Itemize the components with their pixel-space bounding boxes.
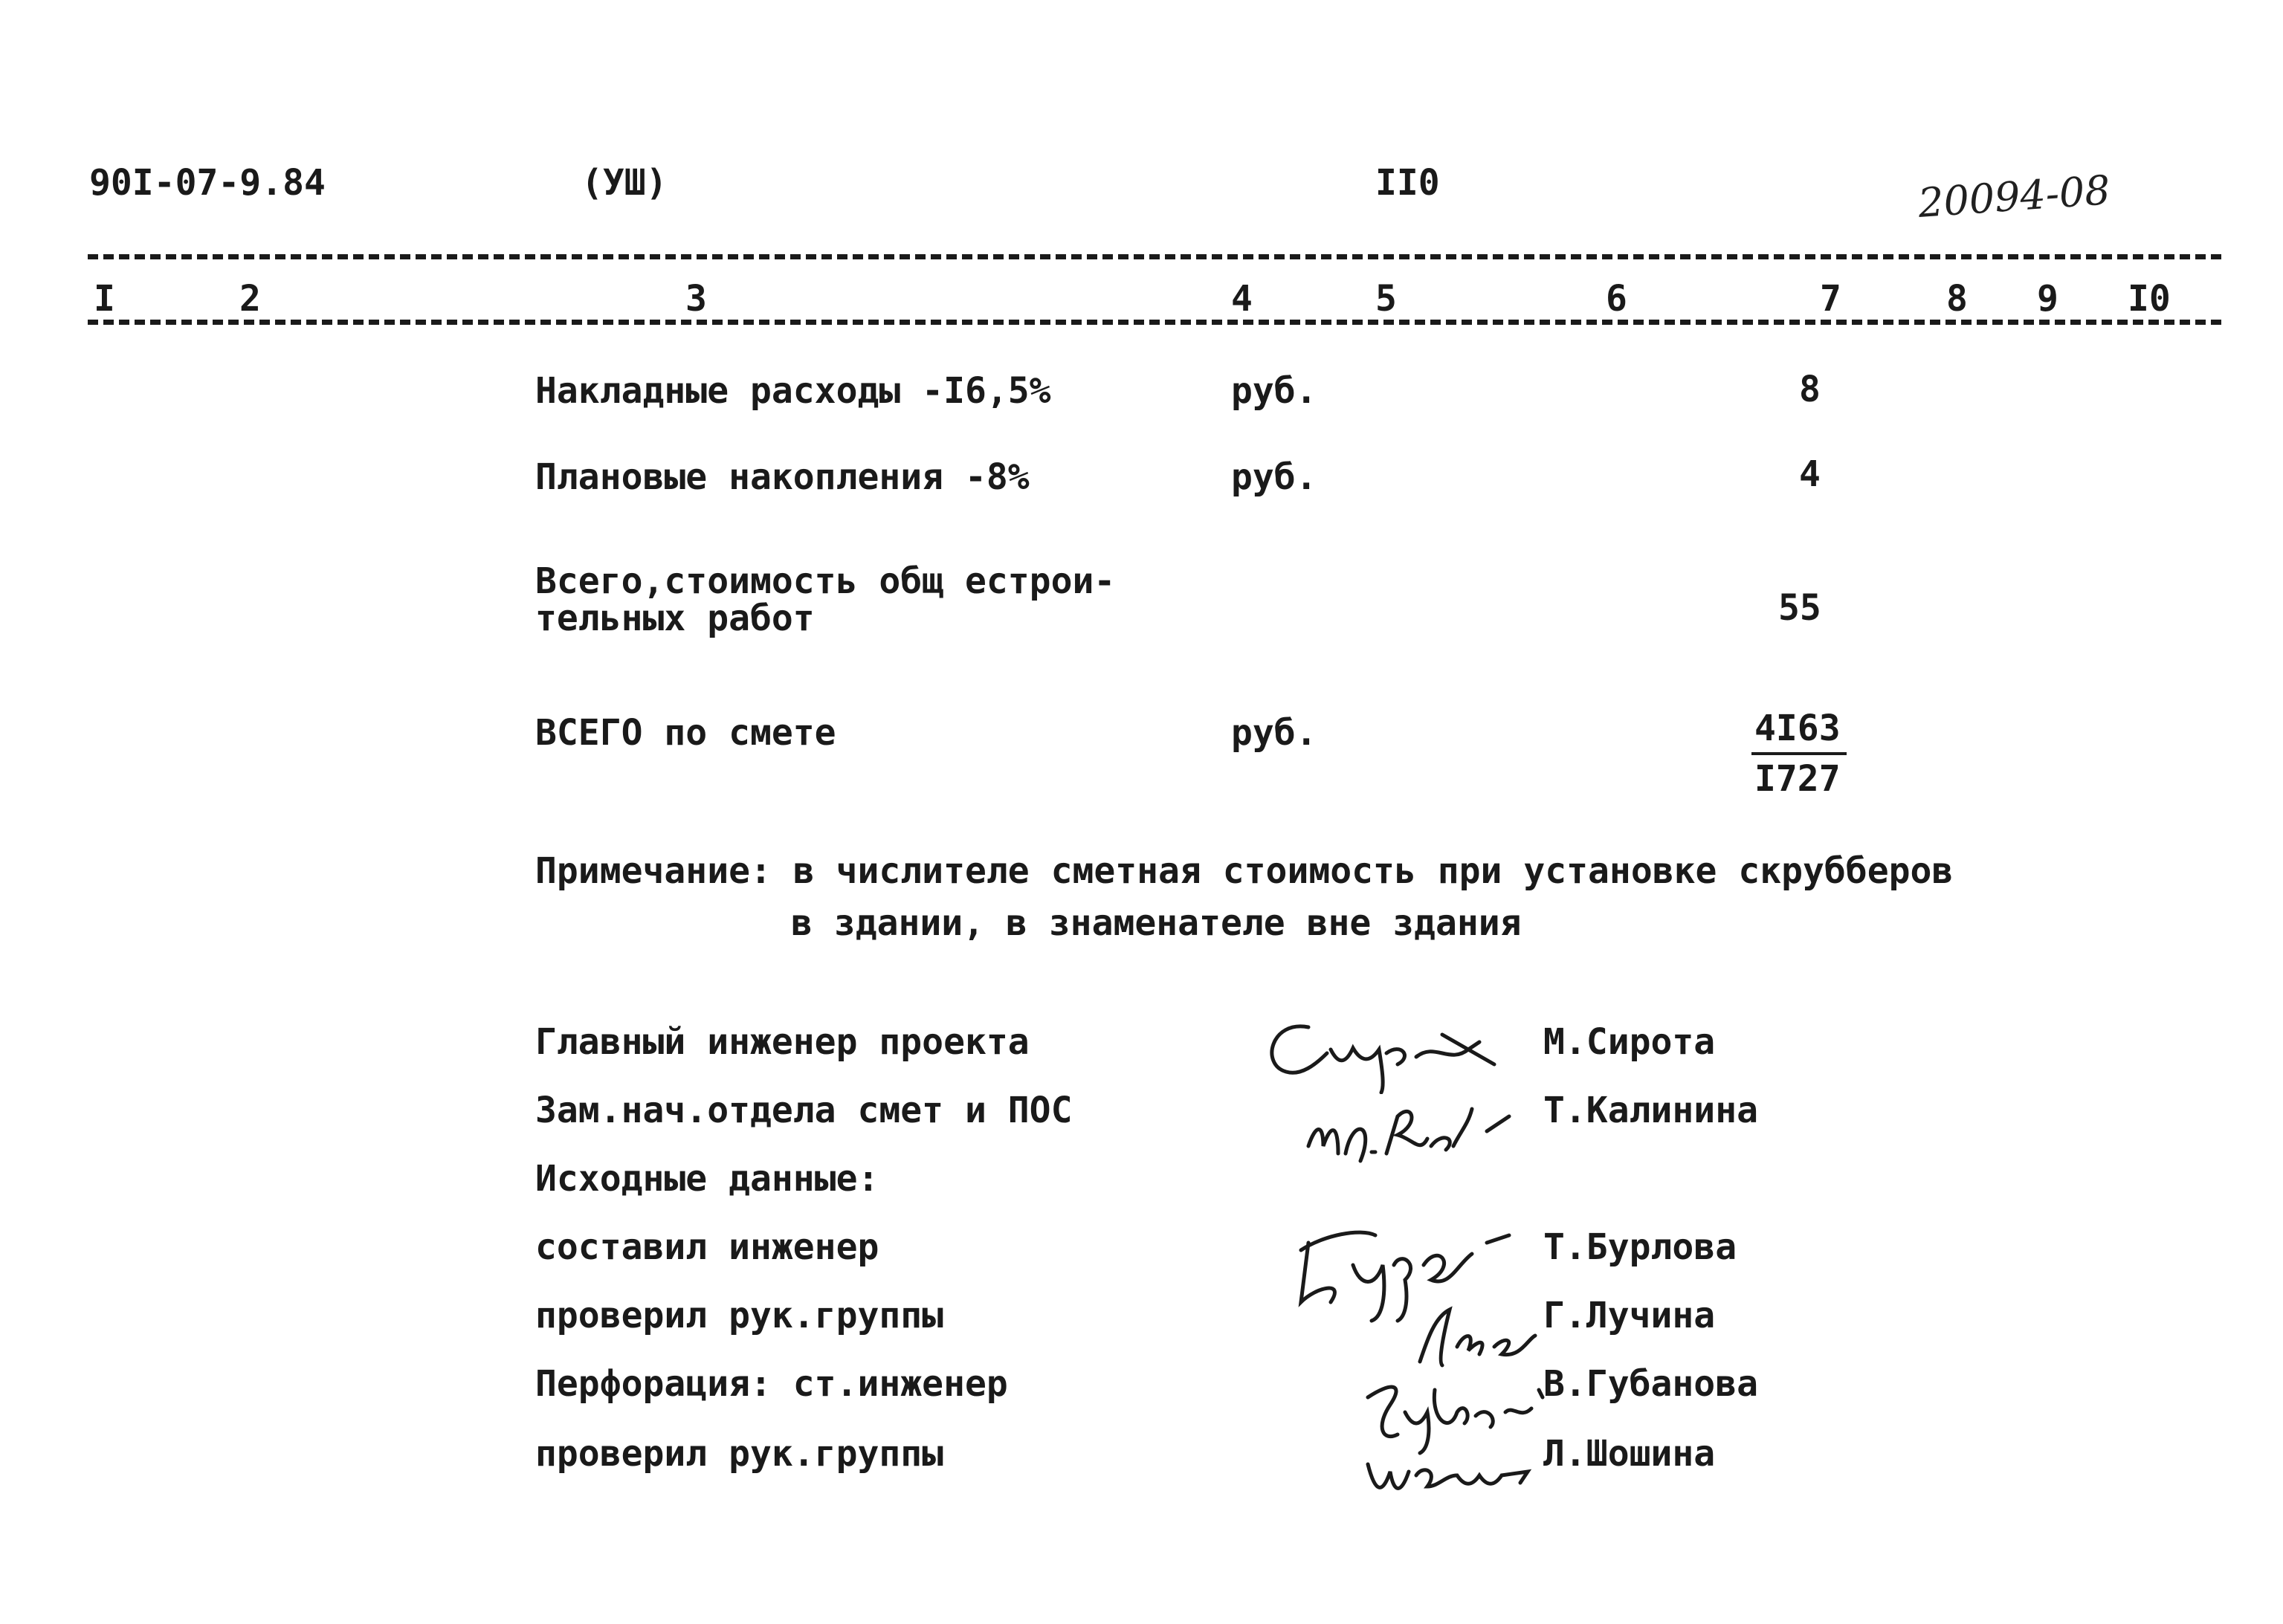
signature-role: составил инженер (535, 1226, 879, 1268)
document-code: 90I-07-9.84 (89, 162, 326, 204)
signature-name: Т.Бурлова (1543, 1226, 1737, 1268)
column-header-2: 2 (239, 278, 261, 320)
signature-role: Главный инженер проекта (535, 1021, 1030, 1063)
row-total-numerator: 4I63 (1754, 708, 1841, 749)
column-header-6: 6 (1606, 278, 1627, 320)
signature-role: Зам.нач.отдела смет и ПОС (535, 1090, 1073, 1131)
column-header-3: 3 (685, 278, 707, 320)
row-planned-value: 4 (1799, 453, 1821, 495)
row-total-unit: руб. (1231, 712, 1317, 754)
row-overhead-unit: руб. (1231, 370, 1317, 412)
column-header-8: 8 (1946, 278, 1968, 320)
row-overhead-label: Накладные расходы -I6,5% (535, 370, 1051, 412)
section-code: (УШ) (581, 162, 668, 204)
signature-role: проверил рук.группы (535, 1433, 944, 1475)
signature-name: В.Губанова (1543, 1363, 1758, 1405)
row-planned-unit: руб. (1231, 456, 1317, 498)
signature-role: проверил рук.группы (535, 1295, 944, 1336)
signature-name: М.Сирота (1543, 1021, 1716, 1063)
note-line-2: в здании, в знаменателе вне здания (791, 902, 1522, 944)
handwritten-signature (1294, 1070, 1539, 1188)
row-construction-label-line2: тельных работ (535, 598, 815, 639)
row-planned-label: Плановые накопления -8% (535, 456, 1030, 498)
column-header-9: 9 (2037, 278, 2058, 320)
column-header-10: I0 (2128, 278, 2171, 320)
header-rule-bottom (88, 320, 2221, 325)
signature-name: Г.Лучина (1543, 1295, 1716, 1336)
note-line-1: Примечание: в числителе сметная стоимость при установке скрубберов (535, 850, 1954, 892)
signature-role: Перфорация: ст.инженер (535, 1363, 1008, 1405)
row-total-denominator: I727 (1754, 758, 1841, 800)
handwritten-code: 20094-08 (1917, 166, 2112, 227)
handwritten-signature (1353, 1418, 1554, 1521)
fraction-bar (1751, 752, 1847, 755)
column-header-4: 4 (1231, 278, 1253, 320)
signature-name: Л.Шошина (1543, 1433, 1716, 1475)
row-construction-label-line1: Всего,стоимость общ естрои- (535, 560, 1116, 602)
row-total-label: ВСЕГО по смете (535, 712, 836, 754)
column-header-7: 7 (1820, 278, 1841, 320)
row-overhead-value: 8 (1799, 369, 1821, 410)
header-rule-top (88, 254, 2221, 259)
column-header-1: I (94, 278, 115, 320)
signature-name: Т.Калинина (1543, 1090, 1758, 1131)
page-number: II0 (1375, 162, 1440, 204)
column-header-5: 5 (1375, 278, 1397, 320)
signature-section-label: Исходные данные: (535, 1158, 879, 1200)
row-construction-value: 55 (1778, 587, 1821, 629)
